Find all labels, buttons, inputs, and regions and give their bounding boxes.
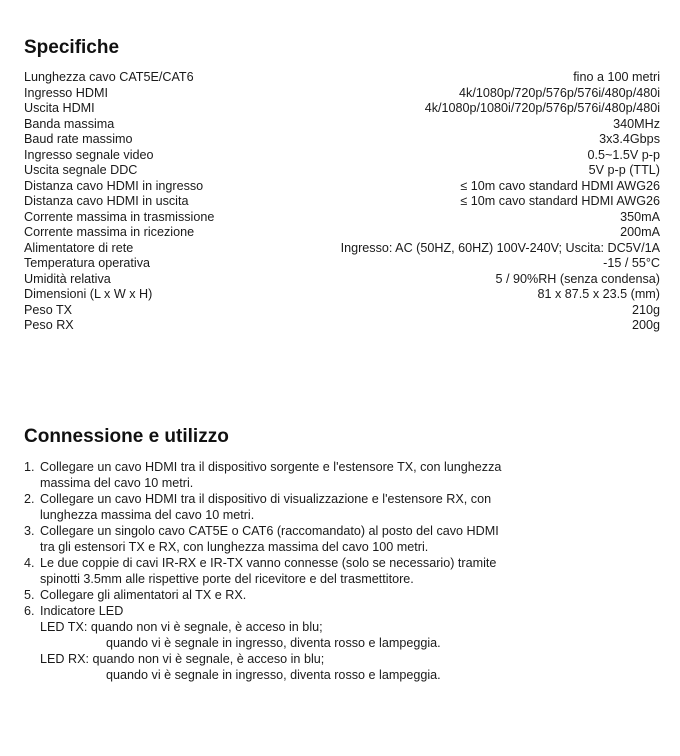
led-tx-text: quando vi è segnale in ingresso, diventa rosso e lampeggia. xyxy=(106,636,441,650)
spec-value: Ingresso: AC (50HZ, 60HZ) 100V-240V; Uscita: DC5V/1A xyxy=(340,240,660,255)
spec-label: Dimensioni (L x W x H) xyxy=(24,287,153,301)
spec-value: 3x3.4Gbps xyxy=(599,132,660,146)
spec-row xyxy=(24,225,660,241)
spec-row xyxy=(24,210,660,226)
spec-row xyxy=(24,318,660,334)
step-text: Indicatore LED xyxy=(40,604,124,618)
spec-row xyxy=(24,303,660,319)
spec-label: Ingresso segnale video xyxy=(24,147,154,162)
led-rx-text: LED RX: quando non vi è segnale, è acceso in blu; xyxy=(40,652,325,666)
step-text: Le due coppie di cavi IR-RX e IR-TX vanno connesse (solo se necessario) tramite xyxy=(40,556,497,570)
step-text: spinotti 3.5mm alle rispettive porte del ricevitore e del trasmettitore. xyxy=(40,572,414,586)
spec-label: Distanza cavo HDMI in ingresso xyxy=(24,178,204,193)
spec-value: ≤ 10m cavo standard HDMI AWG26 xyxy=(460,194,660,208)
spec-row xyxy=(24,70,660,86)
spec-value: 81 x 87.5 x 23.5 (mm) xyxy=(537,287,660,301)
spec-row xyxy=(24,272,660,288)
spec-value: 200mA xyxy=(620,225,660,239)
connection-steps xyxy=(24,459,664,683)
spec-value: 5 / 90%RH (senza condensa) xyxy=(495,271,660,286)
spec-value: -15 / 55°C xyxy=(603,256,660,270)
spec-label: Alimentatore di rete xyxy=(24,240,134,255)
spec-label: Peso TX xyxy=(24,302,73,317)
spec-label: Uscita segnale DDC xyxy=(24,163,138,177)
spec-value: 5V p-p (TTL) xyxy=(588,163,660,177)
spec-row xyxy=(24,132,660,148)
spec-row xyxy=(24,256,660,272)
spec-label: Banda massima xyxy=(24,116,115,131)
spec-row xyxy=(24,194,660,210)
spec-row xyxy=(24,163,660,179)
spec-row xyxy=(24,101,660,117)
led-tx-text: LED TX: quando non vi è segnale, è acceso in blu; xyxy=(40,620,323,634)
step-text: tra gli estensori TX e RX, con lunghezza massima del cavo 100 metri. xyxy=(40,540,429,554)
spec-value: 340MHz xyxy=(613,116,660,131)
spec-value: 200g xyxy=(631,318,660,332)
step-text: Collegare gli alimentatori al TX e RX. xyxy=(40,588,247,602)
spec-value: 4k/1080p/720p/576p/576i/480p/480i xyxy=(459,85,660,100)
list-item xyxy=(24,523,664,555)
spec-row xyxy=(24,117,660,133)
connection-title: Connessione e utilizzo xyxy=(24,426,229,447)
list-item xyxy=(24,555,664,587)
spec-label: Baud rate massimo xyxy=(24,132,133,146)
spec-label: Uscita HDMI xyxy=(24,101,95,115)
spec-row xyxy=(24,86,660,102)
spec-value: 4k/1080p/1080i/720p/576p/576i/480p/480i xyxy=(424,101,660,115)
spec-value: 0.5~1.5V p-p xyxy=(587,147,660,162)
spec-label: Temperatura operativa xyxy=(24,256,151,270)
spec-value: 350mA xyxy=(620,209,660,224)
step-number: 5. xyxy=(24,588,35,602)
step-text: massima del cavo 10 metri. xyxy=(40,476,194,490)
specs-table xyxy=(24,70,660,334)
step-text: lunghezza massima del cavo 10 metri. xyxy=(40,508,255,522)
spec-label: Distanza cavo HDMI in uscita xyxy=(24,194,189,208)
led-rx-text: quando vi è segnale in ingresso, diventa rosso e lampeggia. xyxy=(106,668,441,682)
spec-value: 210g xyxy=(631,302,660,317)
list-item xyxy=(24,459,664,491)
step-number: 6. xyxy=(24,604,35,618)
spec-label: Umidità relativa xyxy=(24,271,111,286)
step-text: Collegare un singolo cavo CAT5E o CAT6 (raccomandato) al posto del cavo HDMI xyxy=(40,524,499,538)
spec-label: Peso RX xyxy=(24,318,74,332)
spec-value: ≤ 10m cavo standard HDMI AWG26 xyxy=(460,178,660,193)
list-item xyxy=(24,491,664,523)
spec-row xyxy=(24,287,660,303)
spec-label: Corrente massima in trasmissione xyxy=(24,209,215,224)
spec-row xyxy=(24,241,660,257)
spec-label: Lunghezza cavo CAT5E/CAT6 xyxy=(24,70,194,84)
step-text: Collegare un cavo HDMI tra il dispositivo sorgente e l'estensore TX, con lunghezza xyxy=(40,460,502,474)
step-text: Collegare un cavo HDMI tra il dispositivo di visualizzazione e l'estensore RX, con xyxy=(40,492,492,506)
list-item xyxy=(24,587,664,603)
step-number: 1. xyxy=(24,460,35,474)
spec-label: Corrente massima in ricezione xyxy=(24,225,195,239)
specs-title: Specifiche xyxy=(24,37,120,58)
spec-row xyxy=(24,179,660,195)
step-number: 3. xyxy=(24,524,35,538)
spec-row xyxy=(24,148,660,164)
step-number: 4. xyxy=(24,556,35,570)
spec-label: Ingresso HDMI xyxy=(24,85,108,100)
spec-value: fino a 100 metri xyxy=(573,70,660,84)
list-item xyxy=(24,603,664,683)
step-number: 2. xyxy=(24,492,35,506)
